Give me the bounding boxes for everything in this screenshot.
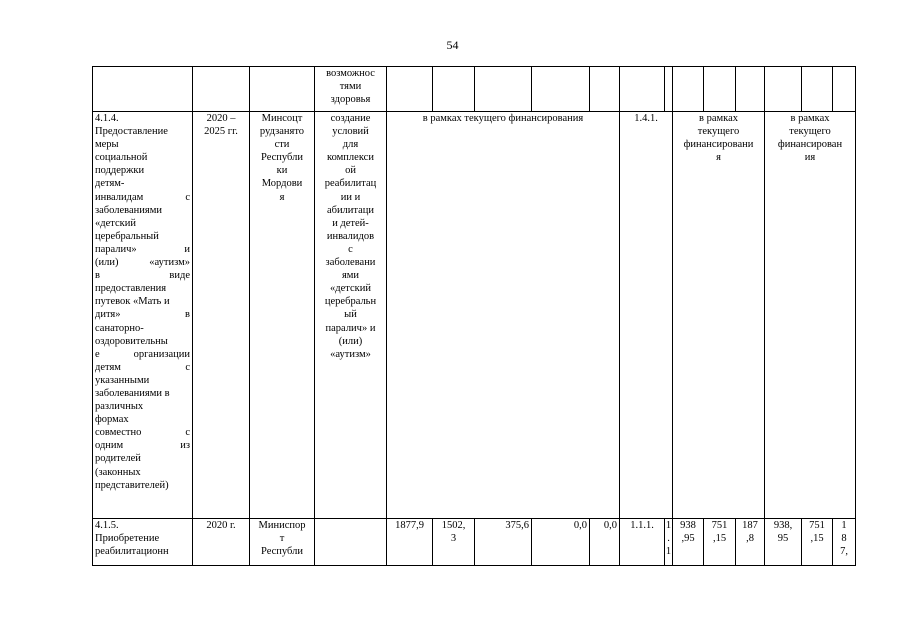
measure-name-line: церебральный [95,230,159,242]
measure-name-line: (или) «аутизм» [95,257,190,269]
measure-name-line: заболеваниями [95,204,162,216]
measure-name-cell: 4.1.5. Приобретение реабилитационн [93,519,193,566]
measure-name-line: родителей [95,453,141,465]
value-cell: 751 ,15 [802,519,833,566]
table-row [93,519,856,566]
value-cell: 1877,9 [387,519,433,566]
measure-name-line: е организации [95,348,190,360]
measure-number: 4.1.4. [95,113,119,124]
funding-cell-a: в рамках текущего финансировани я [673,112,765,519]
measure-name-line: оздоровительны [95,335,168,347]
measure-name-line: предоставления [95,283,167,295]
measure-name-line: социальной [95,152,148,164]
result-cell: создание условий для комплекси ой реабилитац ии и абилитаци и детей- инвалидов с заболевани ями «детский церебральн ый паралич» и (или) «аутизм» [315,112,387,519]
indicator-cell: 1.1.1. [620,519,665,566]
value-cell: 938, 95 [765,519,802,566]
measure-name-line: в виде [95,270,190,282]
result-cell: возможнос тями здоровья [315,67,387,112]
measure-name-line: инвалидам с [95,191,190,203]
executor-cell: Миниспор т Республи [250,519,315,566]
measure-name-line: совместно с [95,427,190,439]
value-cell: 187 ,8 [736,519,765,566]
measure-name-line: детям- [95,178,125,190]
measure-name-line: паралич» и [95,243,190,255]
table-row [93,112,856,519]
measure-name-line: дитя» в [95,309,190,321]
measure-name-line: указанными [95,374,150,386]
measure-name-line: формах [95,414,129,426]
measure-name-line: заболеваниями в [95,387,170,399]
measure-name-line: поддержки [95,165,145,177]
value-cell: 0,0 [532,519,590,566]
measure-name [95,125,190,492]
measure-name-line: (законных [95,466,141,478]
value-cell: 938 ,95 [673,519,704,566]
funding-cell-b: в рамках текущего финансирован ия [765,112,856,519]
period-cell: 2020 г. [193,519,250,566]
value-cell: 375,6 [475,519,532,566]
value-cell: 0,0 [590,519,620,566]
measure-name-line: санаторно- [95,322,144,334]
funding-cell: в рамках текущего финансирования [387,112,620,519]
indicator-cell: 1.4.1. [620,112,673,519]
narrow-cell: 1 . 1 [665,519,673,566]
measure-name-line: меры [95,139,119,151]
measure-name-line: различных [95,401,144,413]
measure-name-line: одним из [95,440,190,452]
value-cell: 751 ,15 [704,519,736,566]
measure-name-line: детям с [95,361,190,373]
executor-cell: Минсоцт рудзанято сти Республи ки Мордови я [250,112,315,519]
page-number: 54 [446,38,459,52]
measure-name-line: «детский [95,217,136,229]
measure-name-cell [93,112,193,519]
measure-name-line: представителей) [95,479,169,491]
result-cell [315,519,387,566]
measure-name-line: Предоставление [95,126,168,138]
program-table [92,66,856,566]
value-cell: 1 8 7, [833,519,856,566]
period-cell: 2020 – 2025 гг. [193,112,250,519]
table-row [93,67,856,112]
measure-name-line: путевок «Мать и [95,296,170,308]
value-cell: 1502, 3 [433,519,475,566]
